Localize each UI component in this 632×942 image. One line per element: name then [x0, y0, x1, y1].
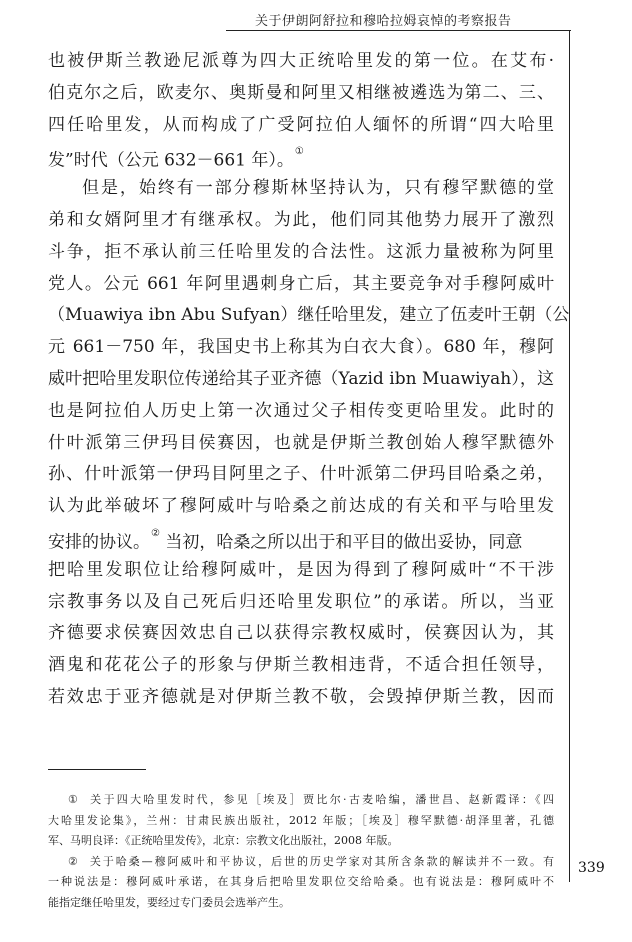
footnote-separator — [48, 769, 146, 770]
body-text — [48, 46, 570, 714]
text-line: 宗教事务以及自己死后归还哈里发职位”的承诺。所以，当亚 — [48, 591, 554, 612]
text-fragment: 安排的协议。 — [48, 532, 150, 553]
text-line: 齐德要求侯赛因效忠自己以获得宗教权威时，侯赛因认为，其 — [48, 623, 554, 644]
page-number: 339 — [578, 860, 605, 876]
footnote-2 — [48, 852, 554, 873]
text-line: 什叶派第三伊玛目侯赛因，也就是伊斯兰教创始人穆罕默德外 — [48, 432, 554, 453]
text-line: 但是，始终有一部分穆斯林坚持认为，只有穆罕默德的堂 — [82, 178, 554, 199]
text-line — [48, 141, 554, 173]
footnote-text: 大哈里发论集》，兰州：甘肃民族出版社，2012 年版；［埃及］穆罕默德·胡泽里著，孔德 — [48, 813, 554, 827]
text-line: 伯克尔之后，欧麦尔、奥斯曼和阿里又相继被遴选为第二、三、 — [48, 82, 554, 103]
text-line: 认为此举破坏了穆阿威叶与哈桑之前达成的有关和平与哈里发 — [48, 496, 554, 517]
text-line: 元 661－750 年，我国史书上称其为白衣大食）。680 年，穆阿 — [48, 337, 554, 358]
footnote-marker-1: ① — [68, 793, 81, 806]
footnote-text: 军、马明良译：《正统哈里发传》，北京：宗教文化出版社，2008 年版。 — [48, 834, 399, 847]
text-line: 也被伊斯兰教逊尼派尊为四大正统哈里发的第一位。在艾布· — [48, 51, 554, 71]
text-line: 若效忠于亚齐德就是对伊斯兰教不敬，会毁掉伊斯兰教，因而 — [48, 686, 554, 707]
text-line: 也是阿拉伯人历史上第一次通过父子相传变更哈里发。此时的 — [48, 400, 554, 421]
text-line — [48, 523, 554, 555]
text-fragment: 当初，哈桑之所以出于和平目的做出妥协，同意 — [159, 532, 523, 553]
text-line: 把哈里发职位让给穆阿威叶，是因为得到了穆阿威叶“不干涉 — [48, 559, 554, 580]
text-line: 党人。公元 661 年阿里遇刺身亡后，其主要竞争对手穆阿威叶 — [48, 273, 554, 294]
running-header-title: 关于伊朗阿舒拉和穆哈拉姆哀悼的考察报告 — [255, 14, 512, 29]
text-line: 弟和女婿阿里才有继承权。为此，他们同其他势力展开了激烈 — [48, 209, 554, 230]
footnote-text: 关于四大哈里发时代，参见［埃及］贾比尔·古麦哈编，潘世昌、赵新霞译：《四 — [90, 793, 554, 806]
text-line: 斗争，拒不承认前三任哈里发的合法性。这派力量被称为阿里 — [48, 241, 554, 262]
footnote-marker-2: ② — [68, 854, 80, 868]
footnote-ref-2[interactable]: ② — [151, 527, 160, 539]
footnote-text: 一种说法是：穆阿威叶承诺，在其身后把哈里发职位交给哈桑。也有说法是：穆阿威叶不 — [48, 875, 554, 888]
text-line: 孙、什叶派第一伊玛目阿里之子、什叶派第二伊玛目哈桑之弟， — [48, 464, 554, 485]
outer-margin-rule — [569, 30, 570, 882]
footnote-text: 能指定继任哈里发，要经过专门委员会选举产生。 — [48, 895, 290, 909]
header-rule — [226, 30, 571, 31]
footnotes — [48, 790, 554, 913]
text-line: 酒鬼和花花公子的形象与伊斯兰教相违背，不适合担任领导， — [48, 655, 554, 676]
footnote-ref-1[interactable]: ① — [294, 146, 304, 158]
text-line: （Muawiya ibn Abu Sufyan）继任哈里发，建立了伍麦叶王朝（公 — [48, 305, 570, 326]
footnote-1 — [48, 790, 554, 811]
text-line: 威叶把哈里发职位传递给其子亚齐德（Yazid ibn Muawiyah），这 — [48, 368, 554, 389]
footnote-text: 关于哈桑—穆阿威叶和平协议，后世的历史学家对其所含条款的解读并不一致。有 — [89, 854, 554, 868]
text-fragment: 发”时代（公元 632－661 年）。 — [48, 151, 294, 172]
text-line: 四任哈里发，从而构成了广受阿拉伯人缅怀的所谓“四大哈里 — [48, 114, 554, 135]
